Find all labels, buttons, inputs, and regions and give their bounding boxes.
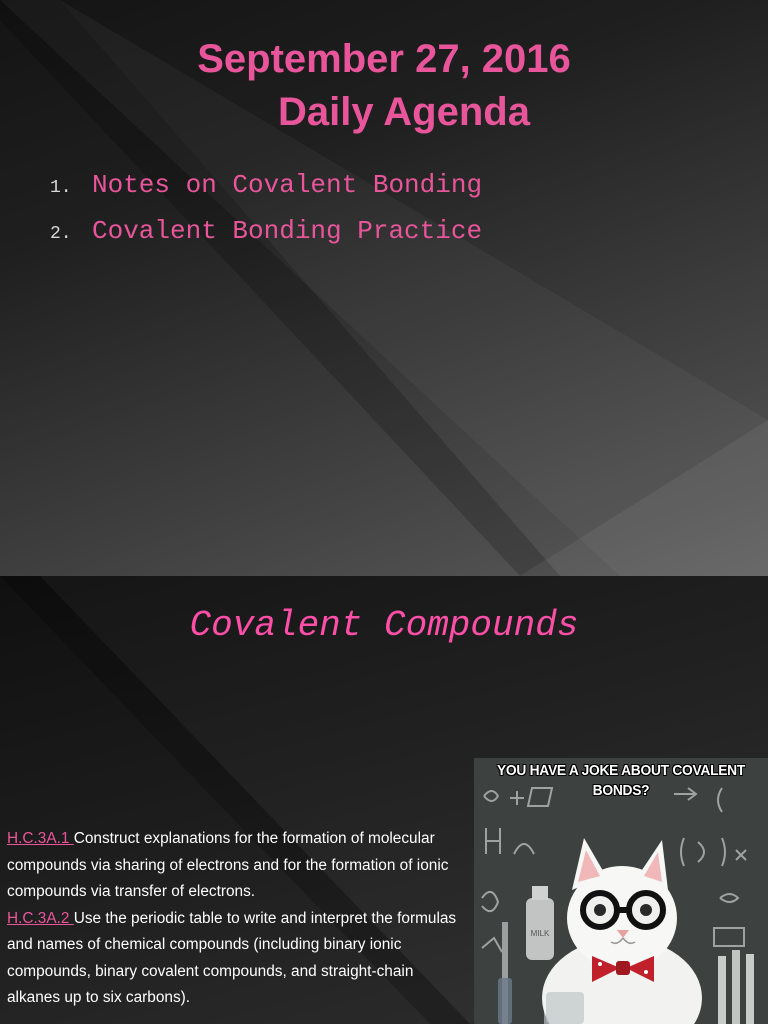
agenda-list [50, 162, 482, 254]
meme-caption [486, 761, 756, 801]
standards-text [7, 826, 457, 1012]
standard-description: Use the periodic table to write and interpret the formulas and names of chemical compounds (including binary ionic compounds, binary covalent compounds, and straight-chain alkanes up to six carbons). [7, 909, 457, 1006]
agenda-item-text: Covalent Bonding Practice [92, 216, 483, 246]
meme-caption-line2: BONDS? [592, 782, 650, 799]
slide-title: Covalent Compounds [189, 605, 579, 646]
agenda-item [50, 208, 482, 254]
standard-code-link[interactable]: H.C.3A.1 [7, 830, 74, 847]
agenda-title-date: September 27, 2016 [197, 37, 571, 81]
milk-bottle [526, 886, 554, 960]
agenda-item [50, 162, 482, 208]
agenda-title-heading: Daily Agenda [278, 90, 530, 134]
agenda-item-number: 2. [50, 224, 72, 244]
chemistry-cat-meme [474, 758, 768, 1024]
agenda-item-number: 1. [50, 178, 72, 198]
svg-text:MILK: MILK [530, 929, 550, 938]
standard-description: Construct explanations for the formation of molecular compounds via sharing of electrons and for the formation of ionic compounds via transfer of electrons. [7, 830, 449, 900]
slide-covalent-compounds [0, 576, 768, 1024]
agenda-item-text: Notes on Covalent Bonding [92, 170, 483, 200]
meme-caption-line1: YOU HAVE A JOKE ABOUT COVALENT [496, 762, 746, 779]
standard-code-link[interactable]: H.C.3A.2 [7, 909, 74, 927]
